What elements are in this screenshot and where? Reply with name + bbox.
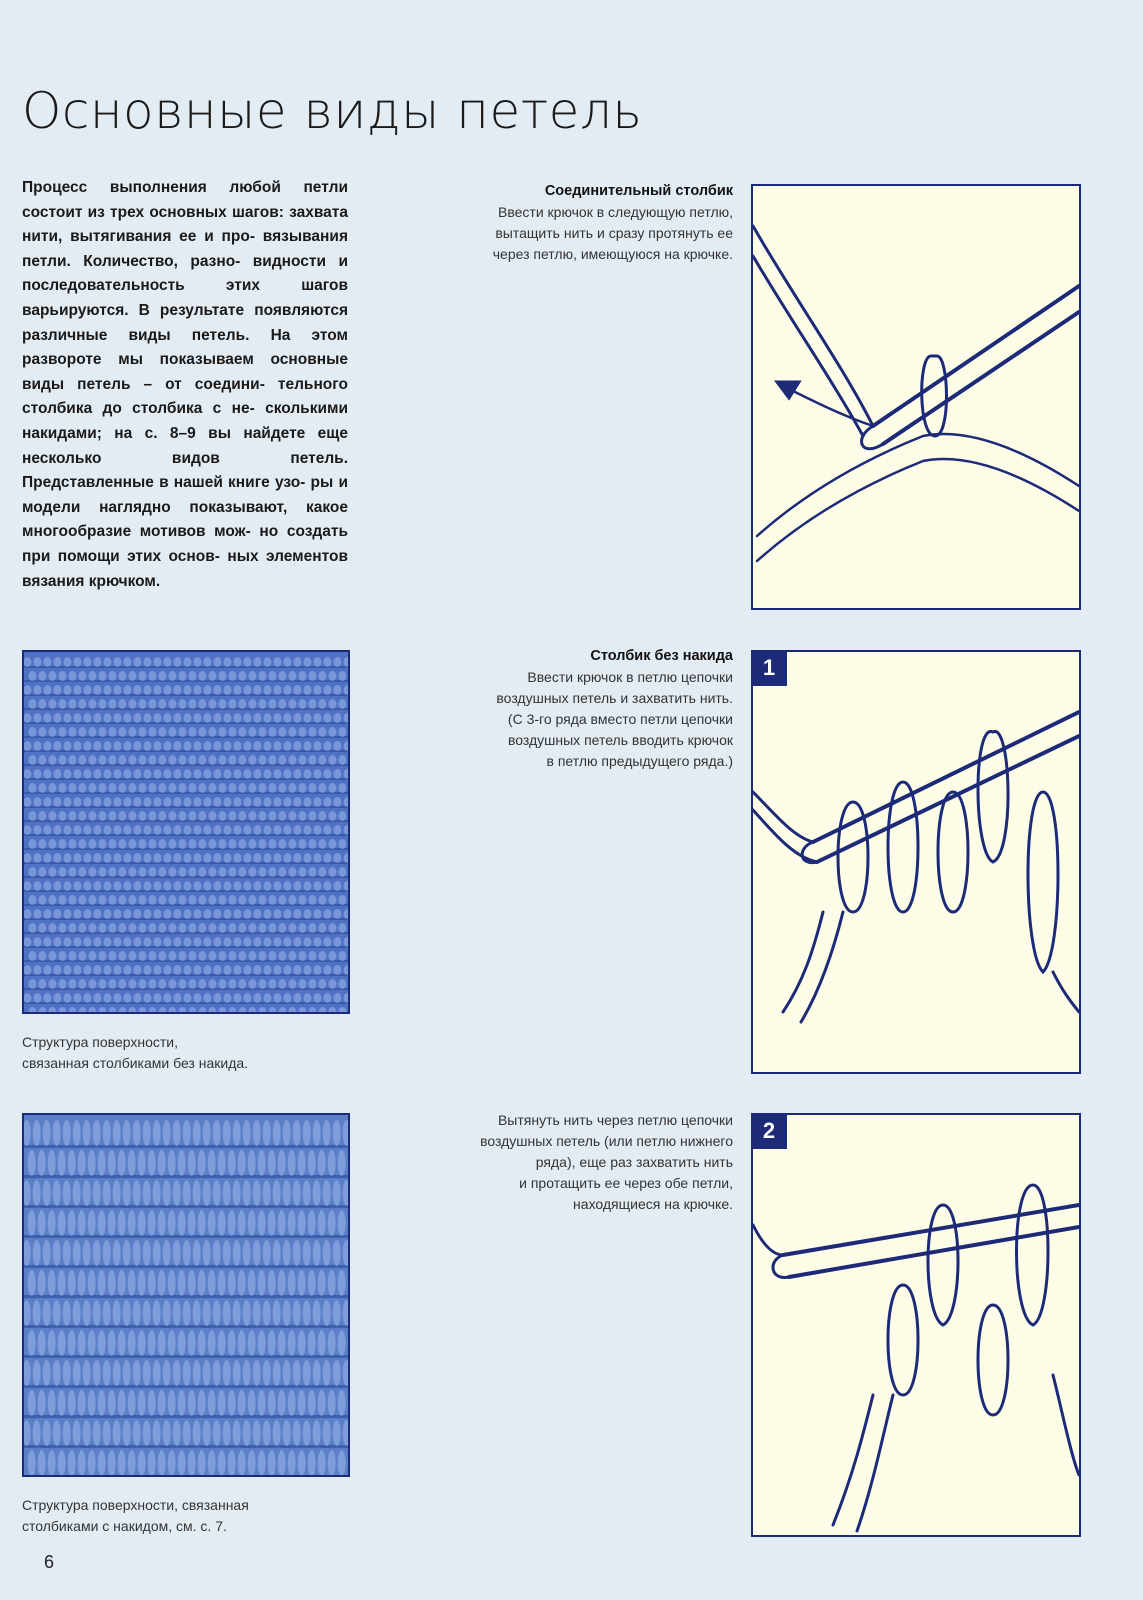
step-line: воздушных петель вводить крючок (507, 732, 733, 748)
step-line: ряда), еще раз захватить нить (535, 1154, 733, 1170)
step-slip-stitch-text (413, 181, 733, 265)
step-number-badge: 1 (751, 650, 787, 686)
slip-stitch-drawing (753, 186, 1079, 608)
step-line: находящиеся на крючке. (573, 1196, 733, 1212)
intro-line: состоит из трех основных шагов: (22, 203, 284, 221)
caption-line: Структура поверхности, связанная (22, 1497, 249, 1513)
step-line: воздушных петель и захватить нить. (496, 690, 733, 706)
intro-line: Процесс выполнения любой петли (22, 179, 348, 196)
slip-stitch-illustration (751, 184, 1081, 610)
caption-line: Структура поверхности, (22, 1034, 179, 1050)
step-line: через петлю, имеющуюся на крючке. (492, 246, 733, 262)
step-single-crochet-text (413, 646, 733, 772)
step-single-crochet-2-text (413, 1110, 733, 1215)
intro-line: ных элементов вязания крючком. (22, 547, 349, 590)
step-line: Вытянуть нить через петлю цепочки (497, 1112, 733, 1128)
step-line: (С 3-го ряда вместо петли цепочки (507, 711, 733, 727)
single-crochet-2-illustration (751, 1113, 1081, 1537)
step-number-badge: 2 (751, 1113, 787, 1149)
swatch-single-crochet-caption (22, 1032, 248, 1074)
intro-paragraph (22, 176, 348, 594)
step-line: в петлю предыдущего ряда.) (546, 753, 733, 769)
step-single-crochet-title: Столбик без накида (590, 648, 733, 664)
intro-line: сколькими накидами; на с. 8–9 вы (22, 400, 348, 442)
single-crochet-drawing (753, 652, 1079, 1072)
intro-line: На этом развороте мы показываем (22, 326, 348, 369)
intro-line: тельного столбика до столбика с не- (22, 375, 348, 418)
intro-line: но создать при помощи этих основ- (22, 523, 349, 565)
intro-line: найдете еще несколько видов петель. (22, 424, 349, 467)
swatch-single-crochet-texture (24, 652, 348, 1012)
intro-line: основные виды петель – от соедини- (22, 351, 348, 393)
intro-line: какое многообразие мотивов мож- (22, 498, 349, 541)
step-slip-stitch-title: Соединительный столбик (544, 183, 733, 199)
intro-line: ры и модели наглядно показывают, (22, 474, 348, 516)
swatch-double-crochet-caption (22, 1495, 249, 1537)
page-title: Основные виды петель (22, 82, 643, 140)
page-number: 6 (44, 1552, 55, 1572)
single-crochet-illustration (751, 650, 1081, 1074)
step-line: воздушных петель (или петлю нижнего (480, 1133, 733, 1149)
step-line: вытащить нить и сразу протянуть ее (495, 225, 733, 241)
intro-line: видности и последовательность этих (22, 252, 348, 295)
single-crochet-2-drawing (753, 1115, 1079, 1535)
caption-line: связанная столбиками без накида. (22, 1055, 249, 1071)
step-line: и протащить ее через обе петли, (519, 1175, 733, 1191)
intro-line: шагов варьируются. В результате (22, 277, 348, 319)
intro-line: появляются различные виды петель. (22, 301, 348, 344)
caption-line: столбиками с накидом, см. с. 7. (22, 1518, 227, 1534)
intro-line: захвата нити, вытягивания ее и про- (22, 203, 349, 246)
swatch-double-crochet-photo (22, 1113, 350, 1477)
step-line: Ввести крючок в следующую петлю, (498, 204, 733, 220)
swatch-single-crochet-photo (22, 650, 350, 1014)
intro-line: вязывания петли. Количество, разно- (22, 228, 348, 270)
intro-line: Представленные в нашей книге узо- (22, 474, 306, 492)
step-line: Ввести крючок в петлю цепочки (527, 669, 733, 685)
swatch-double-crochet-texture (24, 1115, 348, 1475)
